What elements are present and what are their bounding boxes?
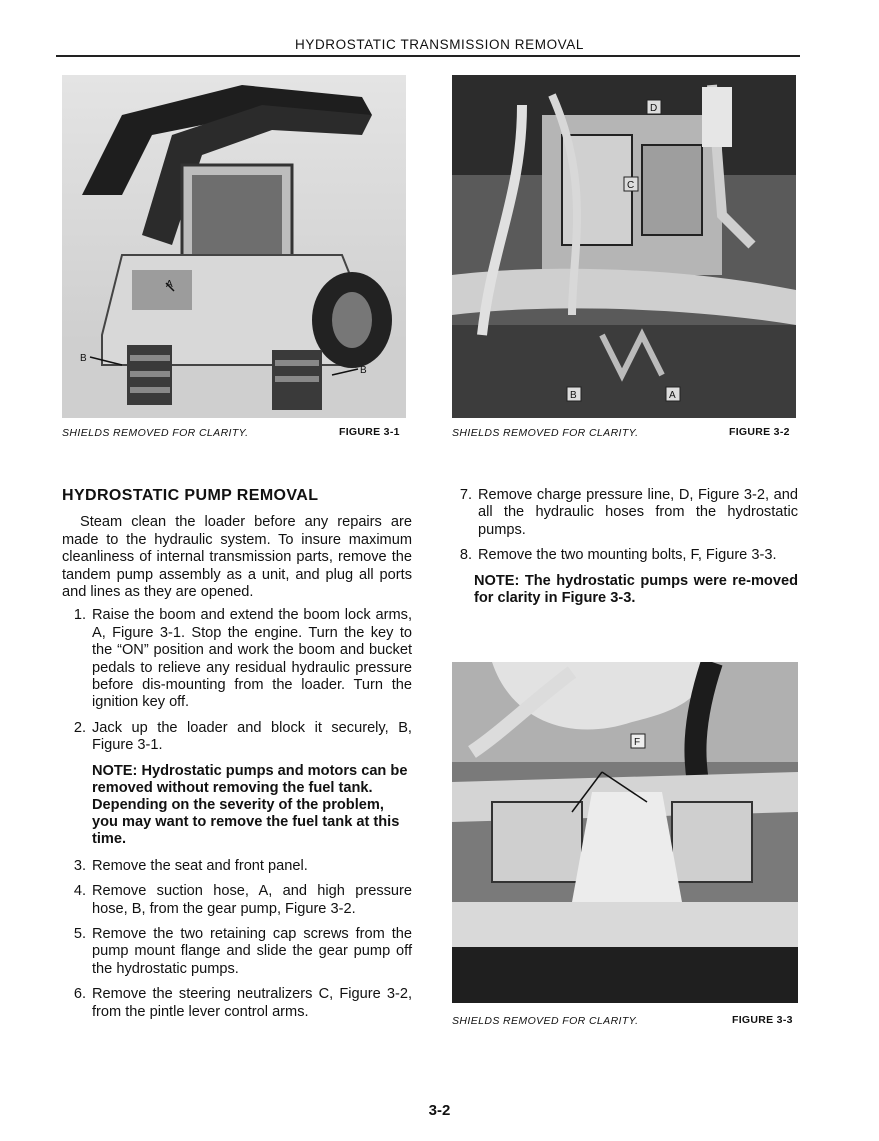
figure-3-1-label: FIGURE 3-1 [339, 426, 400, 438]
step-number: 8. [459, 547, 472, 564]
figure-3-2-label: FIGURE 3-2 [729, 426, 790, 438]
step-8 [452, 547, 798, 564]
figure-3-1-caption: SHIELDS REMOVED FOR CLARITY. [62, 427, 249, 439]
intro-paragraph: Steam clean the loader before any repairs are made to the hydraulic system. To insure maximum cleanliness of internal transmission parts, remove the tandem pump assembly as a unit, and plug all ports and lines as they are opened. [62, 514, 412, 601]
step-2 [62, 720, 412, 755]
step-text: Jack up the loader and block it securely, B, Figure 3-1. [92, 719, 412, 754]
figure-3-3-caption: SHIELDS REMOVED FOR CLARITY. [452, 1015, 639, 1027]
step-7 [452, 487, 798, 539]
callout-a: A [166, 279, 173, 290]
header-rule [56, 55, 800, 57]
figure-3-2-caption: SHIELDS REMOVED FOR CLARITY. [452, 427, 639, 439]
step-number: 3. [73, 857, 86, 874]
right-column [452, 487, 798, 607]
step-text: Remove the two retaining cap screws from the pump mount flange and slide the gear pump off the hydrostatic pumps. [92, 925, 412, 977]
step-text: Remove the seat and front panel. [92, 857, 308, 874]
figure-3-3-photo [452, 662, 798, 1003]
step-number: 4. [73, 883, 86, 900]
step-text: Raise the boom and extend the boom lock arms, A, Figure 3-1. Stop the engine. Turn the key to the “ON” position and work the boom and bucket pedals to relieve any residual hydraulic pressure before dis-mounting from the loader. Turn the ignition key off. [92, 607, 412, 711]
step-5 [62, 926, 412, 978]
callout-a: A [669, 390, 676, 401]
callout-b-left: B [80, 353, 87, 364]
callout-b-right: B [360, 365, 367, 376]
step-number: 7. [459, 487, 472, 503]
note-fuel-tank: NOTE: Hydrostatic pumps and motors can be removed without removing the fuel tank. Depending on the severity of the problem, you may want to remove the fuel tank at this time. [92, 762, 408, 847]
step-number: 1. [73, 607, 86, 624]
step-3 [62, 858, 412, 875]
figure-3-3-label: FIGURE 3-3 [732, 1014, 793, 1026]
callout-b: B [570, 390, 577, 401]
figure-3-2-photo [452, 75, 796, 418]
step-6 [62, 986, 412, 1021]
step-text: Remove charge pressure line, D, Figure 3-2, and all the hydraulic hoses from the hydrostatic pumps. [478, 487, 798, 538]
step-4 [62, 883, 412, 918]
step-number: 5. [73, 925, 86, 942]
section-title: HYDROSTATIC PUMP REMOVAL [62, 487, 319, 504]
note-pumps-removed: NOTE: The hydrostatic pumps were re-moved for clarity in Figure 3-3. [474, 572, 798, 607]
step-number: 2. [73, 719, 86, 736]
step-1 [62, 607, 412, 711]
running-header: HYDROSTATIC TRANSMISSION REMOVAL [295, 37, 584, 52]
page-number: 3-2 [428, 1102, 451, 1119]
left-column [62, 487, 412, 1029]
step-number: 6. [73, 986, 86, 1003]
step-text: Remove the two mounting bolts, F, Figure 3-3. [478, 547, 777, 564]
callout-f: F [634, 737, 641, 748]
callout-d: D [650, 103, 658, 114]
step-text: Remove the steering neutralizers C, Figure 3-2, from the pintle lever control arms. [92, 986, 412, 1020]
figure-3-1-photo [62, 75, 406, 418]
callout-c: C [627, 180, 635, 191]
step-text: Remove suction hose, A, and high pressure hose, B, from the gear pump, Figure 3-2. [92, 883, 412, 917]
